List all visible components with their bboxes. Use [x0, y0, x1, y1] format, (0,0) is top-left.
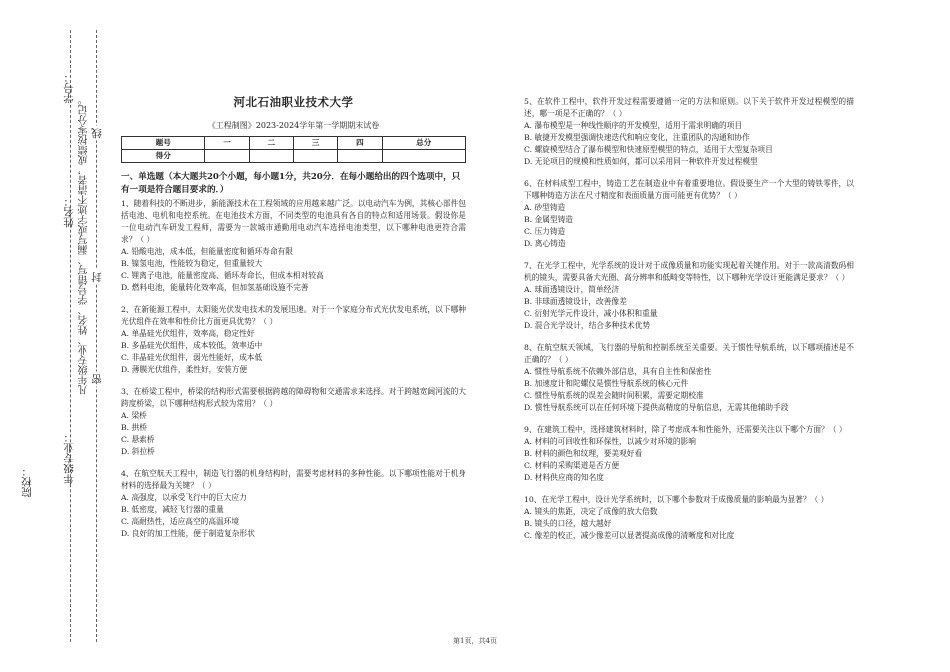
question-block: [121, 386, 466, 458]
question-stem: 6、在材料成型工程中，铸造工艺在制造业中有着重要地位。假设要生产一个大型的铸铁零件，以下哪种铸造方法在尺寸精度和表面质量方面可能更有优势？（ ）: [524, 179, 854, 200]
score-cell: 三: [293, 137, 337, 150]
answer-option[interactable]: A. 单晶硅光伏组件，效率高，稳定性好: [121, 329, 255, 338]
question-block: [524, 178, 854, 250]
question-block: [121, 198, 466, 294]
question-block: [121, 304, 466, 376]
left-column: [121, 96, 466, 550]
score-cell: 题号: [122, 137, 205, 150]
seal-mid: 密: [91, 374, 103, 385]
notice-text: 凡年级专业、姓名、学号错写、漏写或字迹不清者，成绩按零分记。: [79, 95, 90, 395]
section-heading: 一、单选题（本大题共20个小题，每小题1分，共20分．在每小题给出的四个选项中，只有一项是符合题目要求的．）: [121, 172, 461, 195]
answer-option[interactable]: B. 金属型铸造: [524, 215, 573, 224]
answer-option[interactable]: D. 材料供应商的知名度: [524, 473, 604, 482]
answer-option[interactable]: B. 非球面透镜设计，改善像差: [524, 297, 627, 306]
answer-option[interactable]: A. 铅酸电池，成本低，但能量密度和循环寿命有限: [121, 247, 293, 256]
cut-line-inner: [70, 30, 71, 642]
question-stem: 5、在软件工程中，软件开发过程需要遵循一定的方法和原则。以下关于软件开发过程模型的描述，哪一项是不正确的？（ ）: [524, 97, 854, 118]
score-cell: 二: [249, 137, 293, 150]
score-input-cell[interactable]: [249, 150, 293, 163]
score-table-value-row: [122, 150, 466, 163]
answer-option[interactable]: B. 材料的颜色和纹理，要美观好看: [524, 449, 643, 458]
answer-option[interactable]: A. 砂型铸造: [524, 203, 566, 212]
class-label: 年级专业：: [63, 432, 75, 485]
school-title: 河北石油职业技术大学: [233, 95, 354, 109]
binding-margin: [0, 0, 118, 672]
answer-option[interactable]: B. 镍氢电池，性能较为稳定，但重量较大: [121, 259, 263, 268]
score-cell: 四: [338, 137, 382, 150]
question-stem: 10、在光学工程中，设计光学系统时，以下哪个参数对于成像质量的影响最为显著？（ ）: [524, 495, 829, 504]
answer-option[interactable]: C. 锂离子电池，能量密度高、循环寿命长，但成本相对较高: [121, 271, 324, 280]
answer-option[interactable]: A. 镜头的焦距，决定了成像的放大倍数: [524, 507, 658, 516]
answer-option[interactable]: B. 敏捷开发模型强调快速迭代和响应变化，注重团队的沟通和协作: [524, 133, 750, 142]
question-stem: 7、在光学工程中，光学系统的设计对于成像质量和功能实现起着关键作用。对于一款高清数码相机的镜头，需要具备大光圈、高分辨率和低畸变等特性，以下哪种光学设计更能满足要求？（ ）: [524, 261, 854, 282]
answer-option[interactable]: A. 梁桥: [121, 411, 147, 420]
seal-bottom: 封: [91, 272, 103, 283]
answer-option[interactable]: B. 镜头的口径，越大越好: [524, 519, 612, 528]
question-list-left: [121, 198, 466, 540]
name-label: 姓名：: [63, 196, 75, 228]
answer-option[interactable]: B. 加速度计和陀螺仪是惯性导航系统的核心元件: [524, 379, 689, 388]
answer-option[interactable]: B. 多晶硅光伏组件，成本较低，效率适中: [121, 341, 263, 350]
answer-option[interactable]: D. 无论项目的规模和性质如何，都可以采用同一种软件开发过程模型: [524, 157, 758, 166]
answer-option[interactable]: B. 低密度，减轻飞行器的重量: [121, 505, 224, 514]
answer-option[interactable]: C. 悬索桥: [121, 435, 155, 444]
score-input-cell[interactable]: [338, 150, 382, 163]
question-stem: 2、在新能源工程中，太阳能光伏发电技术的发展迅速。对于一个家庭分布式光伏发电系统，以下哪种光伏组件在效率和性价比方面更具优势？（ ）: [121, 305, 466, 326]
student-id-label: 学号：: [63, 72, 75, 104]
answer-option[interactable]: D. 混合光学设计，结合多种技术优势: [524, 321, 651, 330]
answer-option[interactable]: A. 惯性导航系统不依赖外部信息，具有自主性和保密性: [524, 367, 712, 376]
question-stem: 1、随着科技的不断进步，新能源技术在工程领域的应用越来越广泛。以电动汽车为例，其核心部件包括电池、电机和电控系统。在电池技术方面，不同类型的电池具有各自的特点和适用场景。假设你是一位电动汽车研发工程师，需要为一款城市通勤用电动汽车选择电池类型，以下哪种电池更符合需求？（ ）: [121, 199, 466, 244]
answer-option[interactable]: D. 燃料电池，能量转化效率高，但加氢基础设施不完善: [121, 283, 309, 292]
question-block: [524, 494, 854, 542]
answer-option[interactable]: C. 高耐热性，适应高空的高温环境: [121, 517, 240, 526]
answer-option[interactable]: A. 高强度，以承受飞行中的巨大应力: [121, 493, 247, 502]
score-input-cell[interactable]: [205, 150, 249, 163]
answer-option[interactable]: D. 惯性导航系统可以在任何环境下提供高精度的导航信息，无需其他辅助手段: [524, 403, 789, 412]
answer-option[interactable]: C. 非晶硅光伏组件，弱光性能好，成本低: [121, 353, 263, 362]
answer-option[interactable]: C. 材料的采购渠道是否方便: [524, 461, 620, 470]
answer-option[interactable]: C. 螺旋模型结合了瀑布模型和快速原型模型的特点，适用于大型复杂项目: [524, 145, 773, 154]
question-list-right: [524, 96, 854, 542]
cut-line-outer: [96, 30, 97, 642]
question-block: [524, 260, 854, 332]
answer-option[interactable]: D. 离心铸造: [524, 239, 566, 248]
question-stem: 4、在航空航天工程中，制造飞行器的机身结构时，需要考虑材料的多种性能。以下哪项性能对于机身材料的选择最为关键？（ ）: [121, 469, 466, 490]
question-block: [524, 96, 854, 168]
answer-option[interactable]: D. 良好的加工性能，便于制造复杂形状: [121, 529, 255, 538]
question-stem: 9、在建筑工程中，选择建筑材料时，除了考虑成本和性能外，还需要关注以下哪个方面？（ ）: [524, 425, 847, 434]
answer-option[interactable]: D. 斜拉桥: [121, 447, 155, 456]
answer-option[interactable]: C. 压力铸造: [524, 227, 566, 236]
question-stem: 8、在航空航天领域，飞行器的导航和控制系统至关重要。关于惯性导航系统，以下哪项描述是不正确的？（ ）: [524, 343, 854, 364]
seal-top: 线: [91, 128, 103, 139]
answer-option[interactable]: B. 拱桥: [121, 423, 147, 432]
score-input-cell[interactable]: [382, 150, 465, 163]
answer-option[interactable]: D. 薄膜光伏组件，柔性好，安装方便: [121, 365, 248, 374]
answer-option[interactable]: A. 瀑布模型是一种线性顺序的开发模型，适用于需求明确的项目: [524, 121, 743, 130]
exam-title: 《工程制图》2023-2024学年第一学期期末试卷: [207, 121, 380, 130]
school-label: 院校：: [21, 466, 33, 498]
score-input-cell[interactable]: [293, 150, 337, 163]
question-block: [121, 468, 466, 540]
right-column: [524, 96, 854, 552]
score-table: [121, 136, 466, 163]
answer-option[interactable]: C. 像差的校正，减少像差可以显著提高成像的清晰度和对比度: [524, 531, 735, 540]
score-cell: 得分: [122, 150, 205, 163]
question-block: [524, 342, 854, 414]
answer-option[interactable]: C. 衍射光学元件设计，减小体积和重量: [524, 309, 658, 318]
answer-option[interactable]: C. 惯性导航系统的误差会随时间积累，需要定期校准: [524, 391, 704, 400]
score-cell: 一: [205, 137, 249, 150]
score-cell: 总分: [382, 137, 465, 150]
answer-option[interactable]: A. 球面透镜设计，简单经济: [524, 285, 620, 294]
page-footer: 第1页，共4页: [453, 637, 497, 645]
answer-option[interactable]: A. 材料的可回收性和环保性，以减少对环境的影响: [524, 437, 696, 446]
question-block: [524, 424, 854, 484]
score-table-header-row: [122, 137, 466, 150]
question-stem: 3、在桥梁工程中，桥梁的结构形式需要根据跨越的障碍物和交通需求来选择。对于跨越宽阔河流的大跨度桥梁，以下哪种结构形式较为常用？（ ）: [121, 387, 466, 408]
